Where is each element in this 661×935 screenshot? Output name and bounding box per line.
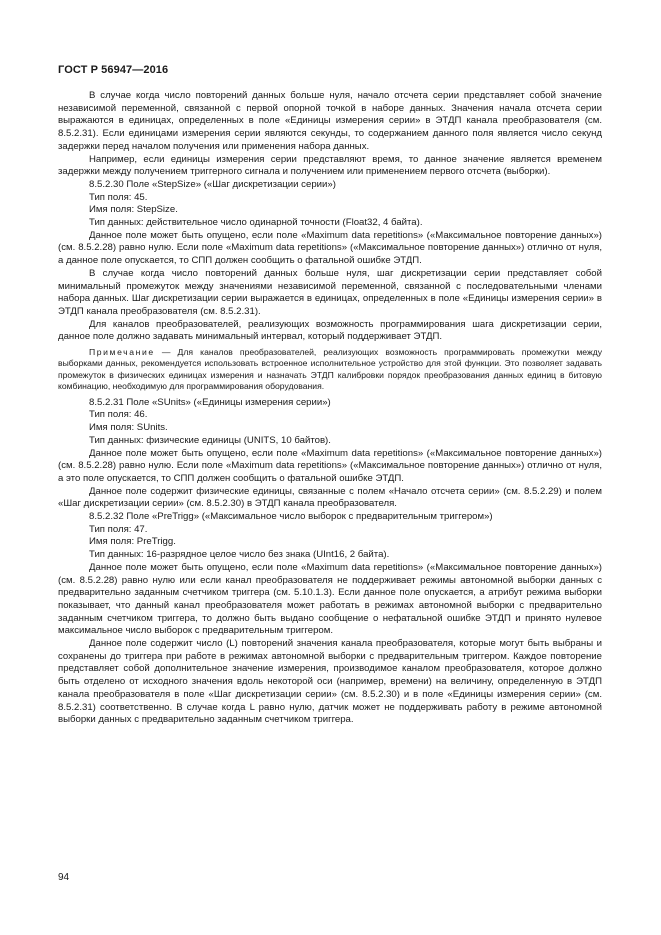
paragraph: Данное поле может быть опущено, если поле «Maximum data repetitions» («Максимальное повторение данных») (см. 8.5.2.28) равно нулю или если канал преобразователя не поддерживает режимы автономной выборки данных с предварительно заданным счетчиком триггера (см. 5.10.1.3). Если данное поле опускается, а атрибут режима выборки показывает, что данный канал преобразователя может работать в режимах автономной выборки с предварительно заданным счетчиком триггера, то должно быть выдано сообщение о нефатальной ошибке ЭТДП и принято нулевое максимальное число выборок с предварительным триггером. — [58, 561, 602, 637]
paragraph: Данное поле может быть опущено, если поле «Maximum data repetitions» («Максимальное повторение данных») (см. 8.5.2.28) равно нулю. Если поле «Maximum data repetitions» («Максимальное повторение данных») отлично от нуля, а данное поле опускается, то СПП должен сообщить о фатальной ошибке ЭТДП. — [58, 229, 602, 267]
note-text: — Для каналов преобразователей, реализующих возможность программировать промежутки между выборками данных, рекомендуется использовать встроенное исполнительное устройство для этой функции. Это позволяет задавать промежуток в физических единицах измерения и назначать ЭТДП калибровки порядок преобразования данных единиц в битовую комбинацию, необходимую для программирования оборудования. — [58, 347, 602, 392]
paragraph: Данное поле содержит число (L) повторений значения канала преобразователя, которые могут быть выбраны и сохранены до триггера при работе в режимах автономной выборки с предварительным триггером. Каждое повторение представляет собой дополнительное значение измерения, производимое каналом преобразователя, которое должно быть отделено от исходного значения вдоль некоторой оси (например, времени) на величину, определенную в ЭТДП канала преобразователя в поле «Шаг дискретизации серии» (см. 8.5.2.30) и в поле «Единицы измерения серии» (см. 8.5.2.31) соответственно. В случае когда L равно нулю, датчик может не поддерживать работу в режиме автономной выборки данных с предварительно заданным счетчиком триггера. — [58, 638, 602, 726]
data-type: Тип данных: действительное число одинарной точности (Float32, 4 байта). — [89, 217, 423, 229]
page-number: 94 — [58, 872, 70, 883]
paragraph: Данное поле содержит физические единицы, связанные с полем «Начало отсчета серии» (см. 8.5.2.29) и полем «Шаг дискретизации серии» (см. 8.5.2.30) в ЭТДП канала преобразователя. — [58, 485, 602, 510]
data-type: Тип данных: физические единицы (UNITS, 10 байтов). — [89, 434, 331, 446]
section-heading: 8.5.2.30 Поле «StepSize» («Шаг дискретизации серии») — [89, 178, 336, 190]
standard-header: ГОСТ Р 56947—2016 — [58, 64, 169, 76]
section-heading: 8.5.2.31 Поле «SUnits» («Единицы измерения серии») — [89, 396, 331, 408]
note — [58, 347, 602, 393]
data-type: Тип данных: 16-разрядное целое число без знака (UInt16, 2 байта). — [89, 549, 390, 561]
field-name: Имя поля: StepSize. — [89, 204, 178, 216]
note-label: Примечание — [89, 347, 155, 358]
paragraph: Например, если единицы измерения серии представляют время, то данное значение является временем задержки между получением триггерного сигнала и получением или применением первого отсчета (выборки). — [58, 153, 602, 178]
field-type: Тип поля: 46. — [89, 409, 148, 421]
paragraph: Для каналов преобразователей, реализующих возможность программирования шага дискретизации серии, данное поле должно задавать минимальный интервал, который поддерживает ЭТДП. — [58, 318, 602, 343]
field-name: Имя поля: PreTrigg. — [89, 536, 176, 548]
paragraph: Данное поле может быть опущено, если поле «Maximum data repetitions» («Максимальное повторение данных») (см. 8.5.2.28) равно нулю. Если поле «Maximum data repetitions» («Максимальное повторение данных») отлично от нуля, а это поле опускается, то СПП должен сообщить о фатальной ошибке ЭТДП. — [58, 447, 602, 484]
field-type: Тип поля: 47. — [89, 523, 148, 535]
field-type: Тип поля: 45. — [89, 191, 148, 203]
paragraph: В случае когда число повторений данных больше нуля, шаг дискретизации серии представляет собой минимальный промежуток между значениями независимой переменной, связанной с последовательными членами набора данных. Шаг дискретизации серии выражается в единицах, определенных в поле «Единицы измерения серии» в ЭТДП канала преобразователя (см. 8.5.2.31). — [58, 267, 602, 317]
field-name: Имя поля: SUnits. — [89, 422, 168, 434]
section-heading: 8.5.2.32 Поле «PreTrigg» («Максимальное число выборок с предварительным триггером») — [89, 511, 493, 523]
document-body — [58, 90, 602, 727]
paragraph: В случае когда число повторений данных больше нуля, начало отсчета серии представляет собой значение независимой переменной, связанной с первой опорной точкой в наборе данных. Значения начала отсчета серии выражаются в единицах, определенных в поле «Единицы измерения серии» в ЭТДП канала преобразователя (см. 8.5.2.31). Если единицами измерения серии являются секунды, то содержанием данного поля является число секунд задержки перед началом получения или применения набора данных. — [58, 90, 602, 152]
